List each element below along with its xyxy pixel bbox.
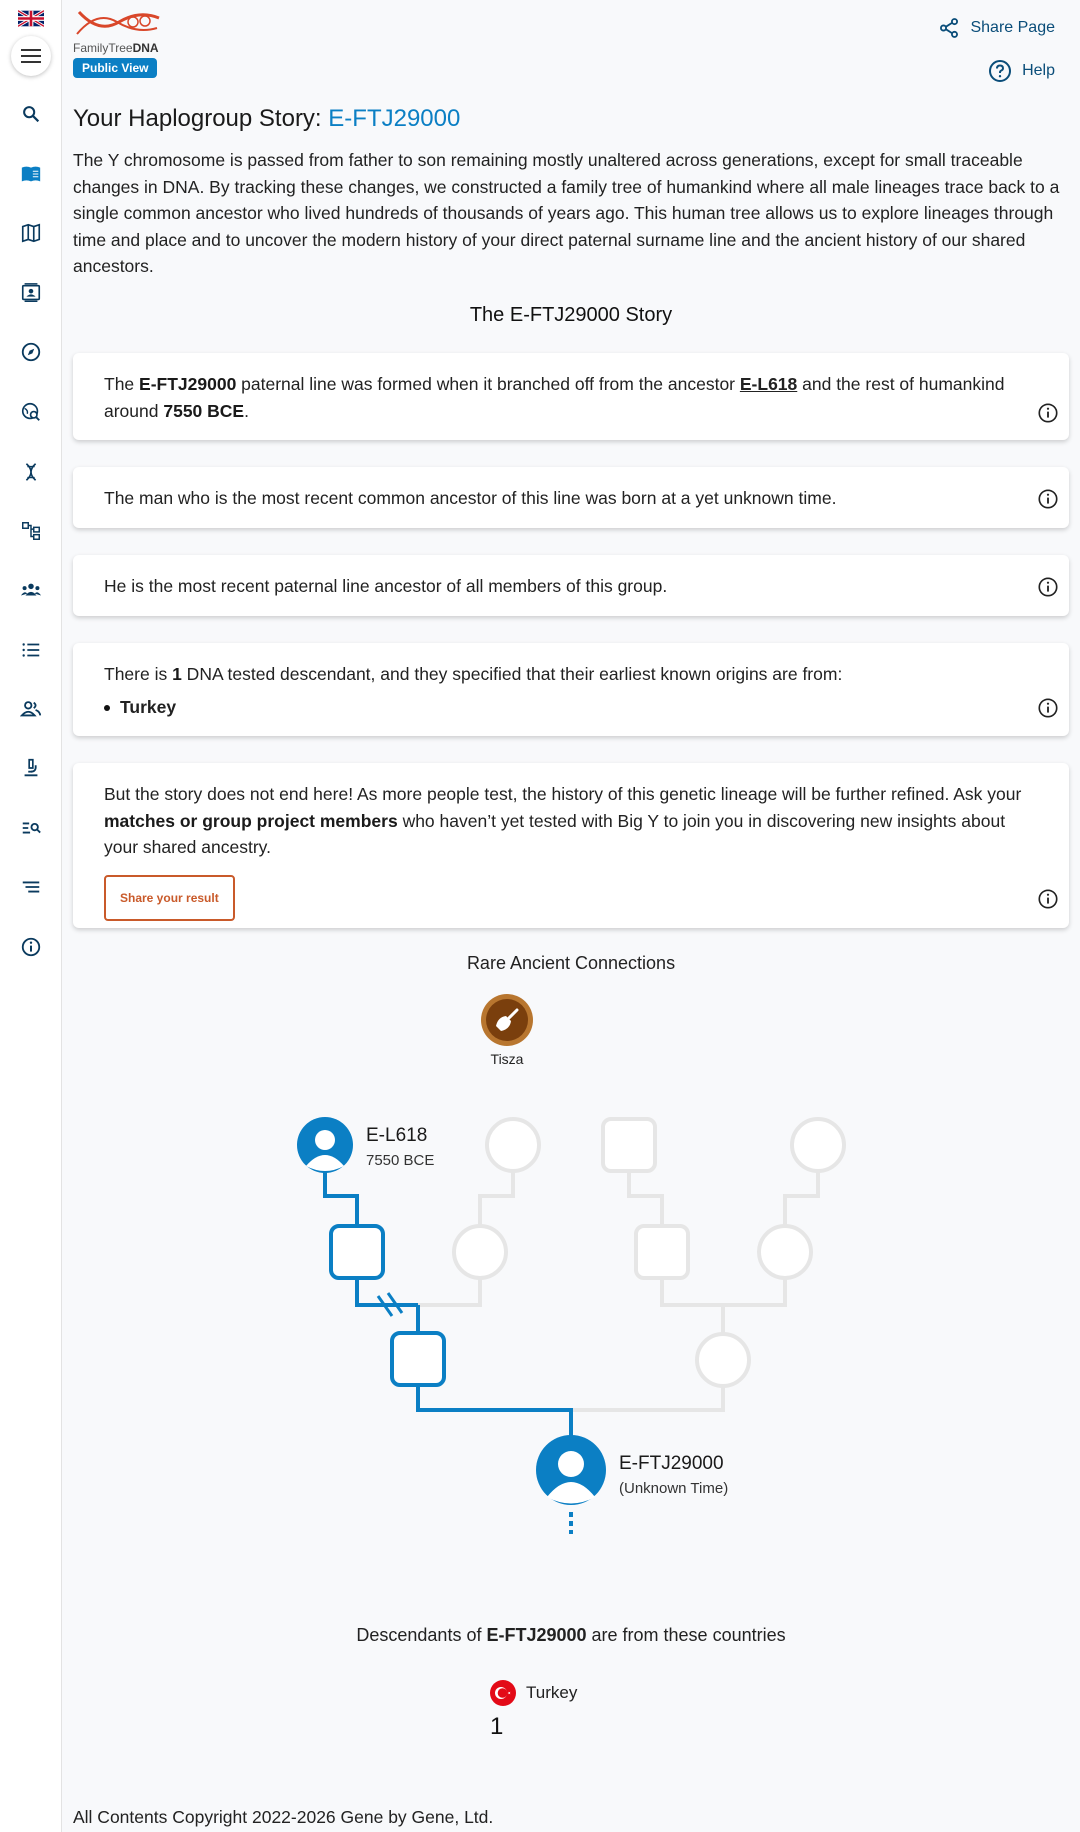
menu-button[interactable] bbox=[11, 36, 51, 76]
intro-paragraph: The Y chromosome is passed from father to son remaining mostly unaltered across generations, except for small traceable changes in DNA. By tracking these changes, we constructed a family tree of humankind where all male lineages trace back to a single common ancestor who lived hundreds of thousands of years ago. This human tree allows us to explore lineages through time and place and to uncover the modern history of your direct paternal surname line and the ancient history of our shared ancestors. bbox=[73, 150, 1060, 276]
rare-connections-title: Rare Ancient Connections bbox=[466, 953, 676, 973]
dna-icon[interactable] bbox=[16, 457, 46, 487]
country-name: Turkey bbox=[526, 1683, 578, 1702]
page-title: Your Haplogroup Story: E-FTJ29000 bbox=[73, 105, 461, 132]
contact-card-icon[interactable] bbox=[16, 278, 46, 308]
globe-search-icon[interactable] bbox=[16, 397, 46, 427]
share-page-button[interactable] bbox=[938, 17, 1055, 39]
info-icon[interactable] bbox=[16, 932, 46, 962]
turkey-flag-icon bbox=[490, 1680, 516, 1706]
story-card-share: But the story does not end here! As more people test, the history of this genetic lineage will be further refined. Ask your matches or group project members who haven’t yet tested with Big Y to join you in discovering new insights about your shared ancestry. Share your result bbox=[73, 763, 1069, 928]
tree-node-empty bbox=[697, 1334, 749, 1386]
list-icon[interactable] bbox=[16, 635, 46, 665]
tree-node-active bbox=[392, 1333, 444, 1385]
search-list-icon[interactable] bbox=[16, 813, 46, 843]
share-result-button[interactable]: Share your result bbox=[104, 875, 235, 922]
group-icon[interactable] bbox=[16, 575, 46, 605]
tree-node-empty bbox=[792, 1119, 844, 1171]
tree-node-empty bbox=[603, 1119, 655, 1171]
footer-copyright: All Contents Copyright 2022-2026 Gene by Gene, Ltd. bbox=[73, 1807, 494, 1827]
tree-node-empty bbox=[759, 1226, 811, 1278]
info-icon[interactable] bbox=[1037, 488, 1059, 510]
ancestor-name: E-L618 bbox=[366, 1125, 428, 1146]
origins-list bbox=[104, 694, 1038, 721]
sort-lines-icon[interactable] bbox=[16, 872, 46, 902]
descendant-avatar[interactable] bbox=[536, 1435, 606, 1505]
info-icon[interactable] bbox=[1037, 576, 1059, 598]
story-card-mrca: The man who is the most recent common ancestor of this line was born at a yet unknown time. bbox=[73, 467, 1069, 528]
help-icon bbox=[988, 59, 1012, 83]
help-label: Help bbox=[1022, 62, 1055, 79]
lineage-tree bbox=[290, 1110, 860, 1540]
country-count: 1 bbox=[490, 1713, 504, 1740]
brand-logo[interactable] bbox=[73, 8, 168, 55]
tree-node-active bbox=[331, 1226, 383, 1278]
share-page-label: Share Page bbox=[970, 19, 1055, 36]
story-title: The E-FTJ29000 Story bbox=[469, 303, 673, 326]
story-card-origins: There is 1 DNA tested descendant, and they specified that their earliest known origins are from: Turkey bbox=[73, 643, 1069, 736]
people-icon[interactable] bbox=[16, 694, 46, 724]
info-icon[interactable] bbox=[1037, 888, 1059, 910]
trowel-icon bbox=[480, 993, 534, 1047]
ancient-connection-tisza[interactable] bbox=[477, 993, 537, 1067]
public-view-badge: Public View bbox=[73, 58, 157, 78]
ancestor-avatar[interactable] bbox=[297, 1117, 353, 1173]
uk-flag-icon[interactable] bbox=[18, 10, 44, 27]
tree-node-empty bbox=[454, 1226, 506, 1278]
countries-title: Descendants of E-FTJ29000 are from these countries bbox=[356, 1625, 786, 1645]
ancient-connection-label: Tisza bbox=[490, 1051, 524, 1067]
info-icon[interactable] bbox=[1037, 402, 1059, 424]
info-icon[interactable] bbox=[1037, 697, 1059, 719]
share-icon bbox=[938, 17, 960, 39]
descendant-date: (Unknown Time) bbox=[619, 1480, 729, 1497]
help-button[interactable] bbox=[988, 59, 1055, 83]
story-card-formation: The E-FTJ29000 paternal line was formed when it branched off from the ancestor E-L618 and the rest of humankind around 7550 BCE. bbox=[73, 353, 1069, 440]
tree-node-empty bbox=[487, 1119, 539, 1171]
ancestor-date: 7550 BCE bbox=[366, 1152, 435, 1169]
descendant-name: E-FTJ29000 bbox=[619, 1453, 724, 1474]
map-icon[interactable] bbox=[16, 218, 46, 248]
book-icon[interactable] bbox=[16, 159, 46, 189]
hamburger-icon bbox=[21, 48, 41, 64]
tree-structure-icon[interactable] bbox=[16, 516, 46, 546]
main-content bbox=[73, 105, 1069, 327]
search-icon[interactable] bbox=[16, 99, 46, 129]
ancestor-link[interactable]: E-L618 bbox=[739, 374, 798, 394]
tree-node-empty bbox=[636, 1226, 688, 1278]
compass-icon[interactable] bbox=[16, 337, 46, 367]
sidebar bbox=[0, 0, 62, 1832]
dna-logo-icon bbox=[73, 8, 161, 38]
brand-name: FamilyTreeDNA bbox=[73, 41, 159, 55]
microscope-icon[interactable] bbox=[16, 753, 46, 783]
origin-item: Turkey bbox=[104, 694, 1038, 721]
country-item[interactable] bbox=[490, 1680, 577, 1706]
story-card-members: He is the most recent paternal line ancestor of all members of this group. bbox=[73, 555, 1069, 616]
